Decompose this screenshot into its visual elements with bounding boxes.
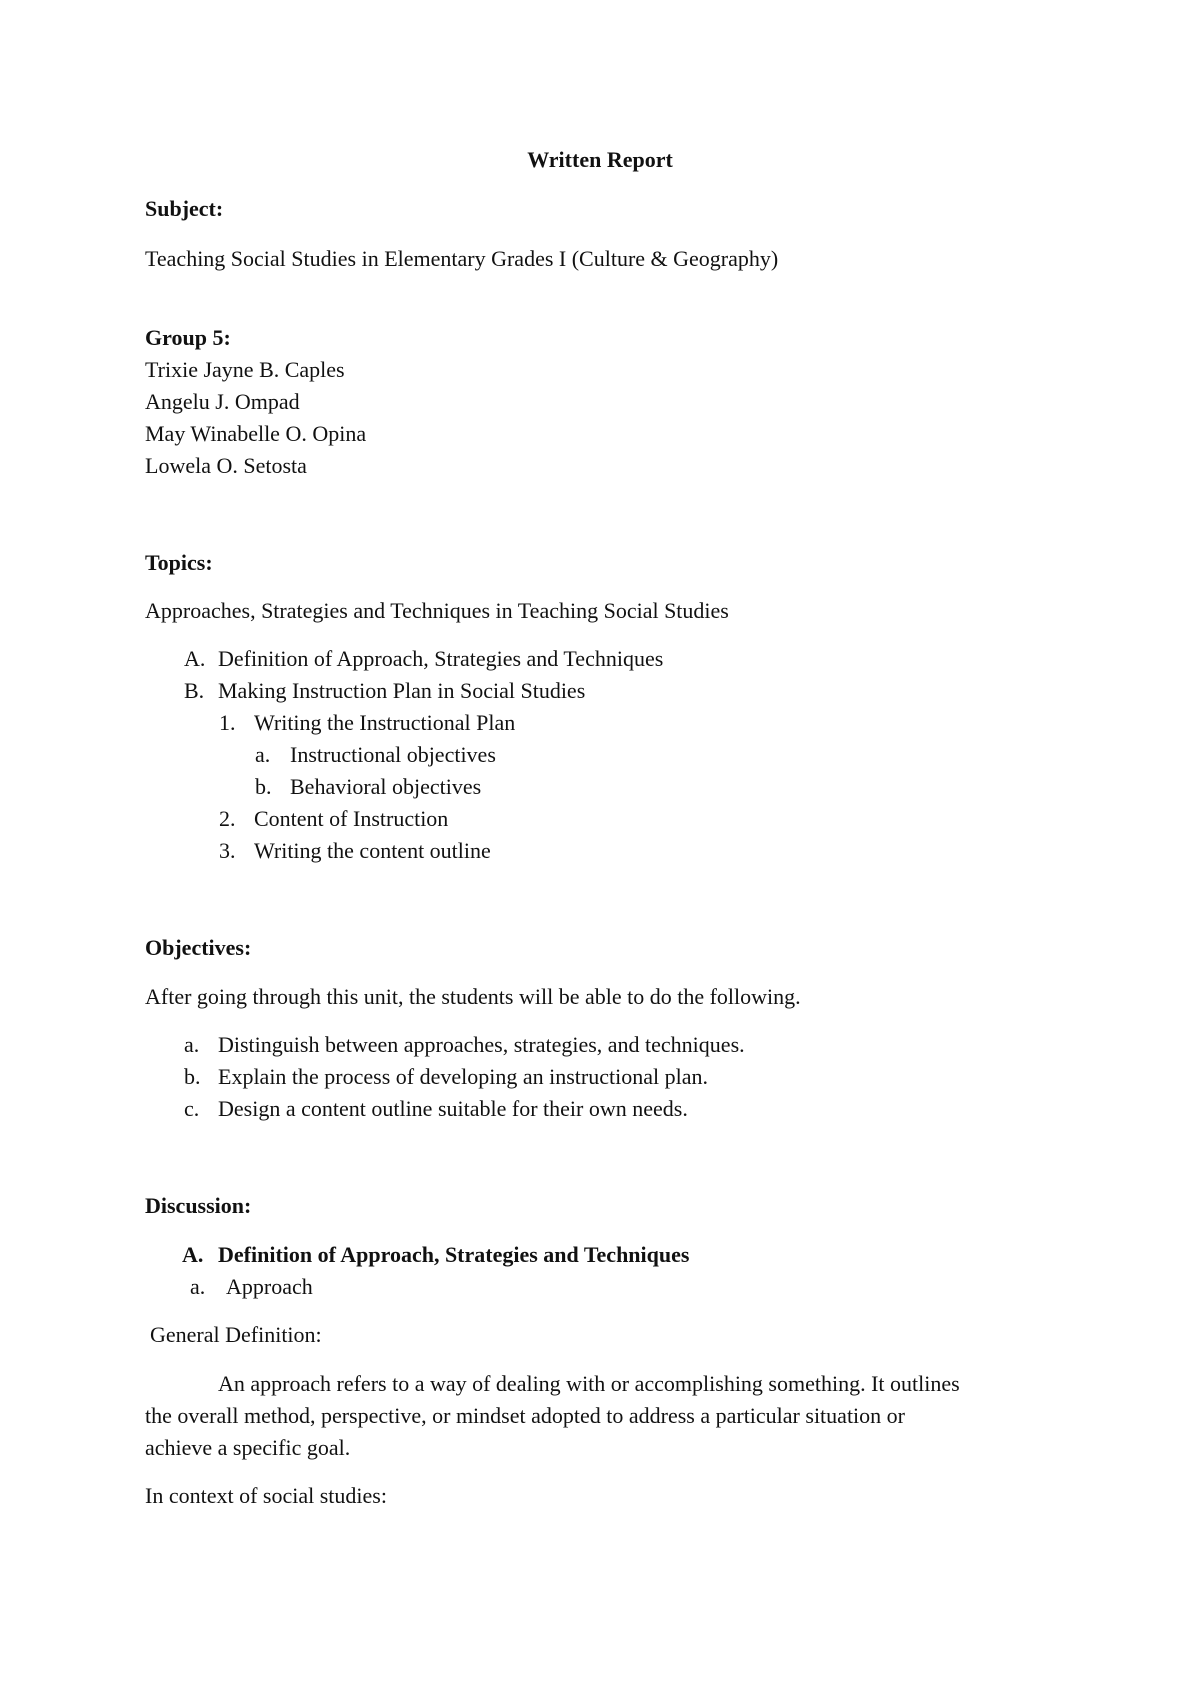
list-marker: a. — [184, 1032, 200, 1057]
topics-heading: Topics: — [145, 550, 213, 575]
list-item: Design a content outline suitable for their own needs. — [218, 1096, 688, 1121]
subsection-marker: a. — [190, 1274, 206, 1299]
list-item: Definition of Approach, Strategies and Techniques — [218, 646, 664, 671]
paragraph-line: An approach refers to a way of dealing with or accomplishing something. It outlines — [218, 1371, 960, 1396]
context-label: In context of social studies: — [145, 1483, 387, 1508]
list-marker: 3. — [219, 838, 236, 863]
list-item: Behavioral objectives — [290, 774, 482, 799]
topics-intro: Approaches, Strategies and Techniques in Teaching Social Studies — [145, 598, 729, 623]
list-item: Distinguish between approaches, strategies, and techniques. — [218, 1032, 745, 1057]
list-marker: 2. — [219, 806, 236, 831]
group-member: May Winabelle O. Opina — [145, 421, 367, 446]
subject-text: Teaching Social Studies in Elementary Grades I (Culture & Geography) — [145, 246, 779, 271]
list-item: Writing the content outline — [254, 838, 491, 863]
group-heading: Group 5: — [145, 325, 231, 350]
list-item: Making Instruction Plan in Social Studies — [218, 678, 586, 703]
list-item: Writing the Instructional Plan — [254, 710, 516, 735]
list-marker: c. — [184, 1096, 200, 1121]
list-item: Explain the process of developing an instructional plan. — [218, 1064, 708, 1089]
group-member: Angelu J. Ompad — [145, 389, 300, 414]
subsection-title: Approach — [226, 1274, 313, 1299]
objectives-heading: Objectives: — [145, 935, 252, 960]
discussion-heading: Discussion: — [145, 1193, 252, 1218]
group-member: Lowela O. Setosta — [145, 453, 307, 478]
objectives-intro: After going through this unit, the students will be able to do the following. — [145, 984, 801, 1009]
list-item: Content of Instruction — [254, 806, 449, 831]
list-marker: b. — [184, 1064, 201, 1089]
document-title: Written Report — [527, 147, 673, 172]
paragraph-line: achieve a specific goal. — [145, 1435, 351, 1460]
list-marker: b. — [255, 774, 272, 799]
section-marker: A. — [182, 1242, 204, 1267]
list-marker: 1. — [219, 710, 236, 735]
list-marker: A. — [184, 646, 206, 671]
paragraph-line: the overall method, perspective, or mindset adopted to address a particular situation or — [145, 1403, 905, 1428]
subject-heading: Subject: — [145, 196, 224, 221]
group-member: Trixie Jayne B. Caples — [145, 357, 345, 382]
general-definition-label: General Definition: — [150, 1322, 322, 1347]
section-title: Definition of Approach, Strategies and Techniques — [218, 1242, 690, 1267]
list-item: Instructional objectives — [290, 742, 496, 767]
list-marker: B. — [184, 678, 205, 703]
list-marker: a. — [255, 742, 271, 767]
